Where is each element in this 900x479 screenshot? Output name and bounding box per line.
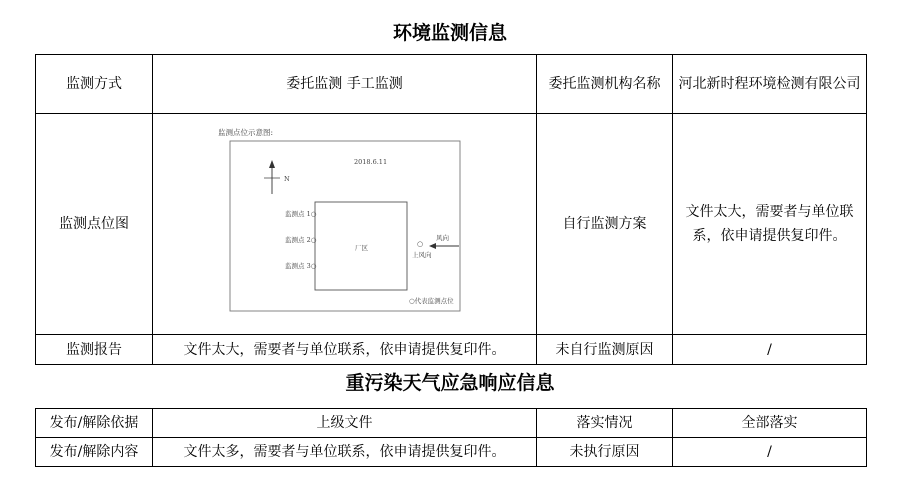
diagram-legend: ○代表监测点位	[409, 297, 454, 305]
table-row	[36, 114, 867, 335]
release-content-label: 发布/解除内容	[36, 438, 153, 467]
monitoring-point-map-label: 监测点位图	[36, 114, 153, 335]
monitoring-report-value: 文件太大，需要者与单位联系，依申请提供复印件。	[153, 335, 537, 365]
table-row	[36, 409, 867, 438]
environment-monitoring-title: 环境监测信息	[392, 22, 507, 44]
monitoring-point-3: 监测点 3○	[285, 262, 317, 270]
heavy-pollution-response-table	[35, 408, 867, 467]
release-basis-value: 上级文件	[153, 409, 537, 438]
monitoring-method-value: 委托监测 手工监测	[153, 55, 537, 114]
north-label: N	[284, 175, 290, 183]
monitoring-point-diagram	[153, 114, 537, 326]
implementation-status-label: 落实情况	[537, 409, 673, 438]
upwind-label: 上风向	[412, 251, 432, 259]
upwind-point-marker: ○	[417, 240, 424, 248]
monitoring-point-map-cell	[153, 114, 537, 335]
table-row	[36, 335, 867, 365]
plant-label: 厂区	[355, 244, 368, 252]
monitoring-method-label: 监测方式	[36, 55, 153, 114]
wind-label: 风向	[436, 234, 449, 242]
site-boundary	[230, 141, 460, 311]
table-row	[36, 438, 867, 467]
release-basis-label: 发布/解除依据	[36, 409, 153, 438]
diagram-date: 2018.6.11	[354, 158, 388, 166]
no-self-monitoring-reason-label: 未自行监测原因	[537, 335, 673, 365]
monitoring-org-value: 河北新时程环境检测有限公司	[673, 55, 867, 114]
no-self-monitoring-reason-value: /	[673, 335, 867, 365]
table-row	[36, 55, 867, 114]
monitoring-org-label: 委托监测机构名称	[537, 55, 673, 114]
release-content-value: 文件太多，需要者与单位联系，依申请提供复印件。	[153, 438, 537, 467]
implementation-status-value: 全部落实	[673, 409, 867, 438]
monitoring-point-1: 监测点 1○	[285, 210, 317, 218]
heavy-pollution-response-title: 重污染天气应急响应信息	[345, 372, 555, 394]
monitoring-point-2: 监测点 2○	[285, 236, 317, 244]
diagram-caption: 监测点位示意图:	[218, 128, 274, 137]
self-monitoring-plan-value: 文件太大，需要者与单位联系，依申请提供复印件。	[673, 114, 867, 335]
monitoring-report-label: 监测报告	[36, 335, 153, 365]
self-monitoring-plan-label: 自行监测方案	[537, 114, 673, 335]
north-arrow-icon	[264, 160, 280, 194]
not-executed-reason-label: 未执行原因	[537, 438, 673, 467]
environment-monitoring-table	[35, 54, 867, 365]
not-executed-reason-value: /	[673, 438, 867, 467]
wind-direction-arrow-icon	[429, 243, 459, 249]
